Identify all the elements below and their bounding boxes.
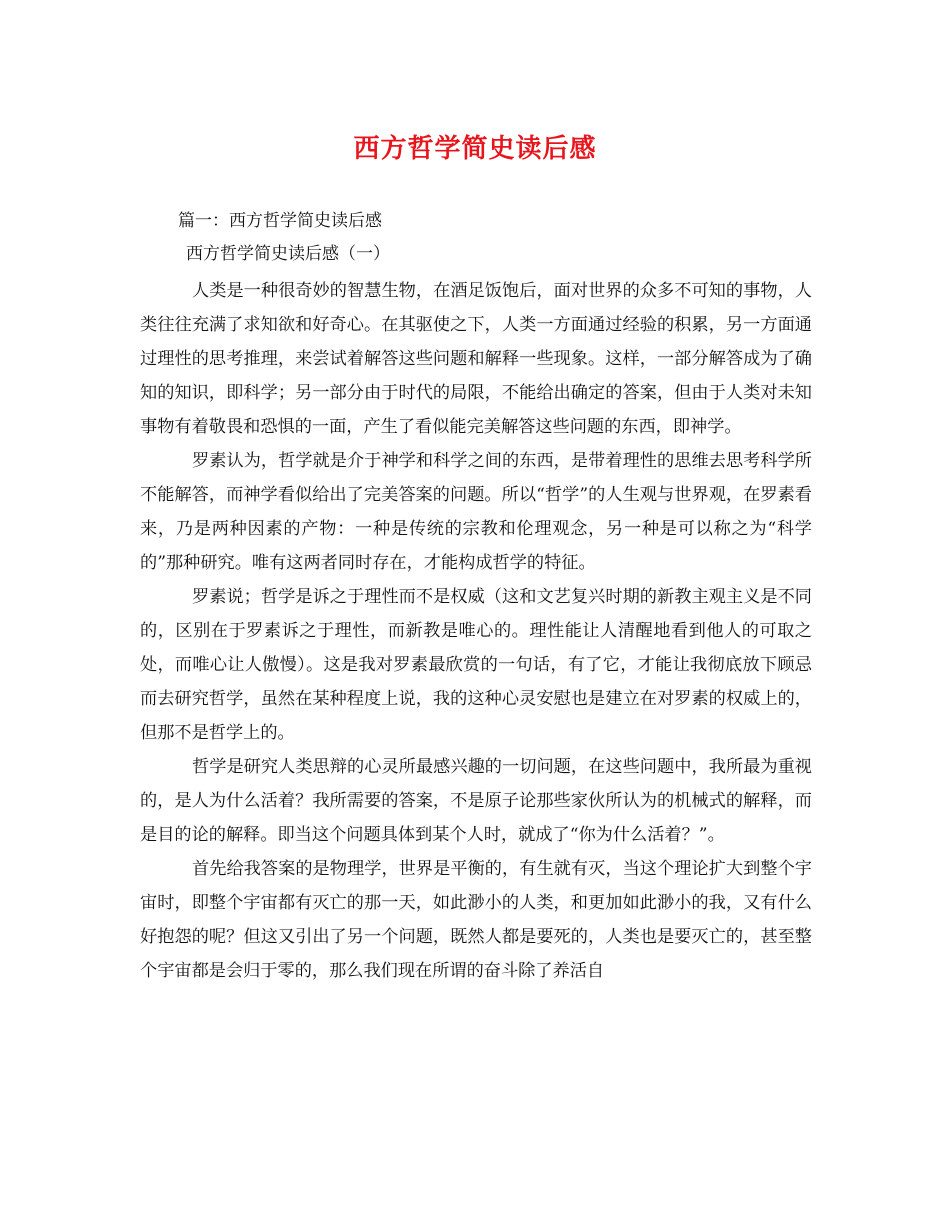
part-heading: 西方哲学简史读后感（一）: [186, 244, 390, 264]
body-text: [140, 274, 812, 988]
paragraph: 哲学是研究人类思辩的心灵所最感兴趣的一切问题，在这些问题中，我所最为重视的，是人为什么活着？我所需要的答案，不是原子论那些家伙所认为的机械式的解释，而是目的论的解释。即当这个问题具体到某个人时，就成了“你为什么活着？”。: [140, 757, 812, 845]
paragraph: 人类是一种很奇妙的智慧生物，在酒足饭饱后，面对世界的众多不可知的事物，人类往往充满了求知欲和好奇心。在其驱使之下，人类一方面通过经验的积累，另一方面通过理性的思考推理，来尝试着解答这些问题和解释一些现象。这样，一部分解答成为了确知的知识，即科学；另一部分由于时代的局限，不能给出确定的答案，但由于人类对未知事物有着敬畏和恐惧的一面，产生了看似能完美解答这些问题的东西，即神学。: [140, 281, 812, 437]
paragraph: 罗素说；哲学是诉之于理性而不是权威（这和文艺复兴时期的新教主观主义是不同的，区别在于罗素诉之于理性，而新教是唯心的。理性能让人清醒地看到他人的可取之处，而唯心让人傲慢）。这是我对罗素最欣赏的一句话，有了它，才能让我彻底放下顾忌而去研究哲学，虽然在某种程度上说，我的这种心灵安慰也是建立在对罗素的权威上的，但那不是哲学上的。: [140, 587, 812, 743]
section-heading: 篇一：西方哲学简史读后感: [178, 211, 382, 231]
paragraph: 罗素认为，哲学就是介于神学和科学之间的东西，是带着理性的思维去思考科学所不能解答，而神学看似给出了完美答案的问题。所以“哲学”的人生观与世界观，在罗素看来，乃是两种因素的产物：一种是传统的宗教和伦理观念，另一种是可以称之为“科学的”那种研究。唯有这两者同时存在，才能构成哲学的特征。: [140, 451, 812, 573]
document-title: 西方哲学简史读后感: [353, 134, 597, 164]
paragraph: 首先给我答案的是物理学，世界是平衡的，有生就有灭，当这个理论扩大到整个宇宙时，即整个宇宙都有灭亡的那一天，如此渺小的人类，和更加如此渺小的我，又有什么好抱怨的呢？但这又引出了另一个问题，既然人都是要死的，人类也是要灭亡的，甚至整个宇宙都是会归于零的，那么我们现在所谓的奋斗除了养活自: [140, 859, 812, 981]
